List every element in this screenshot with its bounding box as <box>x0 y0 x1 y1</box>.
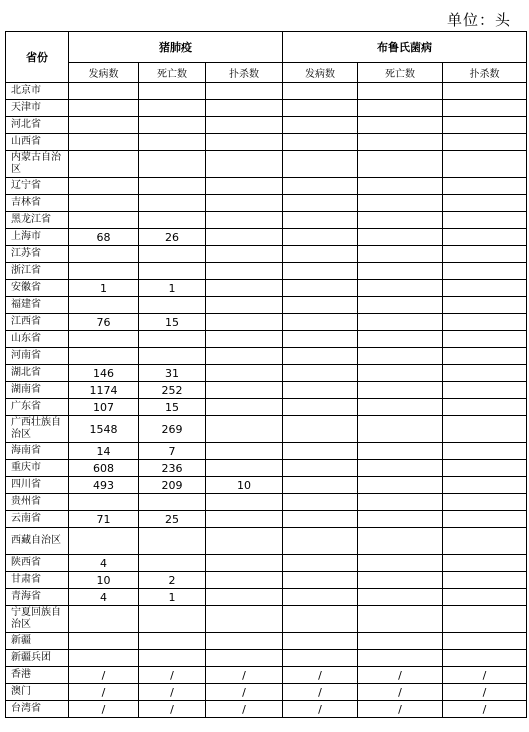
value-cell <box>206 297 283 314</box>
value-cell <box>358 348 443 365</box>
value-cell <box>206 263 283 280</box>
value-cell <box>358 416 443 443</box>
value-cell: 608 <box>69 460 139 477</box>
value-cell <box>69 348 139 365</box>
table-row <box>6 331 527 348</box>
value-cell <box>139 528 206 555</box>
subheader: 死亡数 <box>139 63 206 83</box>
value-cell: / <box>206 684 283 701</box>
value-cell: 146 <box>69 365 139 382</box>
value-cell: / <box>358 684 443 701</box>
value-cell <box>358 151 443 178</box>
value-cell <box>139 331 206 348</box>
value-cell <box>69 494 139 511</box>
table-row <box>6 117 527 134</box>
table-row <box>6 477 527 494</box>
value-cell <box>206 246 283 263</box>
value-cell <box>443 263 527 280</box>
value-cell: 269 <box>139 416 206 443</box>
subheader: 扑杀数 <box>206 63 283 83</box>
value-cell <box>358 83 443 100</box>
table-row <box>6 589 527 606</box>
value-cell: 4 <box>69 589 139 606</box>
value-cell <box>69 650 139 667</box>
province-name: 天津市 <box>6 100 69 117</box>
value-cell <box>206 348 283 365</box>
province-name: 湖南省 <box>6 382 69 399</box>
value-cell <box>358 212 443 229</box>
province-header: 省份 <box>6 32 69 83</box>
table-row <box>6 229 527 246</box>
value-cell <box>443 314 527 331</box>
value-cell <box>358 314 443 331</box>
value-cell <box>206 229 283 246</box>
province-name: 江苏省 <box>6 246 69 263</box>
value-cell <box>206 511 283 528</box>
value-cell <box>443 477 527 494</box>
value-cell: / <box>283 684 358 701</box>
table-row <box>6 606 527 633</box>
value-cell <box>358 528 443 555</box>
table-row <box>6 365 527 382</box>
value-cell: 252 <box>139 382 206 399</box>
subheader: 死亡数 <box>358 63 443 83</box>
table-row <box>6 572 527 589</box>
province-name: 河北省 <box>6 117 69 134</box>
value-cell: 10 <box>69 572 139 589</box>
value-cell <box>139 348 206 365</box>
value-cell <box>358 572 443 589</box>
value-cell <box>283 650 358 667</box>
value-cell <box>139 650 206 667</box>
value-cell <box>139 606 206 633</box>
value-cell <box>443 443 527 460</box>
value-cell <box>283 606 358 633</box>
table-row <box>6 263 527 280</box>
value-cell: / <box>139 701 206 718</box>
value-cell <box>69 528 139 555</box>
subheader: 发病数 <box>283 63 358 83</box>
group-header-swine-pasteurellosis: 猪肺疫 <box>69 32 283 63</box>
value-cell <box>206 633 283 650</box>
table-row <box>6 212 527 229</box>
value-cell <box>139 83 206 100</box>
table-row <box>6 195 527 212</box>
value-cell: 1 <box>139 589 206 606</box>
table-row <box>6 314 527 331</box>
value-cell: / <box>206 667 283 684</box>
value-cell <box>358 494 443 511</box>
value-cell <box>283 443 358 460</box>
value-cell <box>283 633 358 650</box>
value-cell <box>283 477 358 494</box>
value-cell <box>206 212 283 229</box>
value-cell <box>443 280 527 297</box>
value-cell <box>283 589 358 606</box>
value-cell <box>139 297 206 314</box>
value-cell: 26 <box>139 229 206 246</box>
value-cell: / <box>206 701 283 718</box>
value-cell <box>358 460 443 477</box>
province-name: 广西壮族自治区 <box>6 416 69 443</box>
province-name: 澳门 <box>6 684 69 701</box>
value-cell <box>69 212 139 229</box>
subheader: 扑杀数 <box>443 63 527 83</box>
value-cell <box>358 443 443 460</box>
value-cell <box>358 365 443 382</box>
value-cell <box>358 606 443 633</box>
value-cell <box>139 178 206 195</box>
value-cell <box>206 134 283 151</box>
value-cell <box>206 399 283 416</box>
value-cell <box>358 117 443 134</box>
value-cell: 1174 <box>69 382 139 399</box>
value-cell <box>443 494 527 511</box>
value-cell <box>139 100 206 117</box>
value-cell <box>443 416 527 443</box>
table-row <box>6 178 527 195</box>
table-row <box>6 684 527 701</box>
value-cell <box>443 212 527 229</box>
value-cell <box>139 263 206 280</box>
value-cell <box>139 555 206 572</box>
value-cell: / <box>358 701 443 718</box>
value-cell <box>283 460 358 477</box>
value-cell: 107 <box>69 399 139 416</box>
value-cell <box>358 331 443 348</box>
value-cell: 2 <box>139 572 206 589</box>
value-cell <box>206 528 283 555</box>
table-row <box>6 399 527 416</box>
table-row <box>6 494 527 511</box>
value-cell: 493 <box>69 477 139 494</box>
value-cell <box>443 117 527 134</box>
value-cell <box>206 606 283 633</box>
value-cell <box>443 134 527 151</box>
value-cell: 68 <box>69 229 139 246</box>
value-cell <box>139 633 206 650</box>
value-cell <box>358 297 443 314</box>
table-row <box>6 297 527 314</box>
table-row <box>6 511 527 528</box>
value-cell <box>69 100 139 117</box>
value-cell: / <box>139 667 206 684</box>
value-cell <box>283 416 358 443</box>
value-cell <box>283 365 358 382</box>
subheader: 发病数 <box>69 63 139 83</box>
value-cell <box>69 606 139 633</box>
value-cell <box>443 331 527 348</box>
value-cell <box>206 589 283 606</box>
value-cell: 14 <box>69 443 139 460</box>
value-cell <box>443 650 527 667</box>
province-name: 香港 <box>6 667 69 684</box>
value-cell <box>443 460 527 477</box>
value-cell: / <box>139 684 206 701</box>
value-cell <box>283 100 358 117</box>
value-cell <box>443 83 527 100</box>
value-cell <box>358 246 443 263</box>
province-name: 四川省 <box>6 477 69 494</box>
value-cell <box>69 151 139 178</box>
value-cell <box>443 572 527 589</box>
value-cell <box>206 382 283 399</box>
value-cell <box>283 83 358 100</box>
province-name: 新疆 <box>6 633 69 650</box>
value-cell <box>206 178 283 195</box>
value-cell: 10 <box>206 477 283 494</box>
value-cell <box>358 399 443 416</box>
value-cell <box>283 134 358 151</box>
value-cell: 25 <box>139 511 206 528</box>
value-cell: / <box>283 667 358 684</box>
value-cell <box>443 100 527 117</box>
value-cell <box>206 460 283 477</box>
value-cell <box>283 212 358 229</box>
table-row <box>6 151 527 178</box>
province-name: 北京市 <box>6 83 69 100</box>
value-cell <box>69 297 139 314</box>
table-row <box>6 382 527 399</box>
value-cell <box>69 633 139 650</box>
value-cell: 15 <box>139 314 206 331</box>
value-cell <box>358 477 443 494</box>
value-cell <box>358 589 443 606</box>
value-cell <box>443 195 527 212</box>
value-cell <box>443 633 527 650</box>
province-name: 台湾省 <box>6 701 69 718</box>
value-cell <box>283 246 358 263</box>
value-cell: / <box>443 701 527 718</box>
province-name: 浙江省 <box>6 263 69 280</box>
value-cell <box>206 151 283 178</box>
value-cell <box>206 494 283 511</box>
province-name: 山东省 <box>6 331 69 348</box>
value-cell <box>358 263 443 280</box>
value-cell <box>443 399 527 416</box>
value-cell <box>206 331 283 348</box>
value-cell <box>206 83 283 100</box>
value-cell: 7 <box>139 443 206 460</box>
value-cell <box>283 399 358 416</box>
value-cell <box>358 382 443 399</box>
table-row <box>6 348 527 365</box>
value-cell: 76 <box>69 314 139 331</box>
value-cell <box>139 195 206 212</box>
province-name: 上海市 <box>6 229 69 246</box>
value-cell <box>206 195 283 212</box>
province-name: 海南省 <box>6 443 69 460</box>
value-cell: 15 <box>139 399 206 416</box>
value-cell <box>139 246 206 263</box>
value-cell <box>443 348 527 365</box>
value-cell: 1 <box>69 280 139 297</box>
value-cell <box>283 494 358 511</box>
province-name: 辽宁省 <box>6 178 69 195</box>
value-cell <box>69 134 139 151</box>
value-cell: / <box>358 667 443 684</box>
value-cell: / <box>69 667 139 684</box>
value-cell <box>283 178 358 195</box>
province-name: 重庆市 <box>6 460 69 477</box>
table-row <box>6 667 527 684</box>
value-cell <box>443 589 527 606</box>
value-cell <box>139 494 206 511</box>
value-cell <box>358 650 443 667</box>
value-cell <box>69 83 139 100</box>
province-name: 广东省 <box>6 399 69 416</box>
value-cell <box>283 263 358 280</box>
value-cell <box>206 100 283 117</box>
value-cell <box>443 382 527 399</box>
table-row <box>6 416 527 443</box>
value-cell <box>358 195 443 212</box>
value-cell <box>358 100 443 117</box>
table-row <box>6 701 527 718</box>
province-name: 江西省 <box>6 314 69 331</box>
value-cell <box>443 511 527 528</box>
province-name: 黑龙江省 <box>6 212 69 229</box>
value-cell <box>69 263 139 280</box>
value-cell <box>443 151 527 178</box>
value-cell: / <box>283 701 358 718</box>
value-cell <box>443 606 527 633</box>
value-cell <box>358 633 443 650</box>
disease-table <box>5 31 527 718</box>
value-cell <box>206 314 283 331</box>
province-name: 内蒙古自治区 <box>6 151 69 178</box>
value-cell: / <box>69 701 139 718</box>
value-cell <box>358 178 443 195</box>
table-row <box>6 134 527 151</box>
value-cell <box>443 365 527 382</box>
value-cell <box>206 365 283 382</box>
value-cell <box>443 297 527 314</box>
province-name: 宁夏回族自治区 <box>6 606 69 633</box>
table-row <box>6 555 527 572</box>
value-cell: / <box>69 684 139 701</box>
value-cell <box>206 650 283 667</box>
value-cell: 31 <box>139 365 206 382</box>
value-cell <box>69 117 139 134</box>
value-cell <box>358 280 443 297</box>
value-cell <box>283 229 358 246</box>
table-row <box>6 650 527 667</box>
value-cell <box>69 195 139 212</box>
province-name: 贵州省 <box>6 494 69 511</box>
group-header-brucellosis: 布鲁氏菌病 <box>283 32 527 63</box>
value-cell: 1 <box>139 280 206 297</box>
value-cell <box>206 443 283 460</box>
province-name: 云南省 <box>6 511 69 528</box>
value-cell <box>443 178 527 195</box>
value-cell <box>283 382 358 399</box>
province-name: 湖北省 <box>6 365 69 382</box>
value-cell <box>283 297 358 314</box>
value-cell <box>283 331 358 348</box>
value-cell: 4 <box>69 555 139 572</box>
province-name: 吉林省 <box>6 195 69 212</box>
value-cell <box>69 178 139 195</box>
table-row <box>6 528 527 555</box>
value-cell: 71 <box>69 511 139 528</box>
value-cell <box>283 511 358 528</box>
value-cell <box>283 151 358 178</box>
value-cell <box>283 555 358 572</box>
province-name: 陕西省 <box>6 555 69 572</box>
unit-label: 单位：头 <box>446 11 511 29</box>
value-cell <box>283 572 358 589</box>
value-cell <box>139 134 206 151</box>
value-cell <box>206 117 283 134</box>
table-row <box>6 280 527 297</box>
value-cell <box>206 555 283 572</box>
province-name: 甘肃省 <box>6 572 69 589</box>
value-cell: / <box>443 667 527 684</box>
value-cell <box>139 212 206 229</box>
value-cell: 209 <box>139 477 206 494</box>
value-cell <box>206 572 283 589</box>
province-name: 山西省 <box>6 134 69 151</box>
value-cell <box>139 151 206 178</box>
value-cell <box>283 280 358 297</box>
value-cell: / <box>443 684 527 701</box>
table-row <box>6 100 527 117</box>
value-cell <box>206 280 283 297</box>
table-row <box>6 246 527 263</box>
table-row <box>6 460 527 477</box>
value-cell <box>358 229 443 246</box>
value-cell <box>443 229 527 246</box>
value-cell <box>283 314 358 331</box>
value-cell <box>443 246 527 263</box>
province-name: 西藏自治区 <box>6 528 69 555</box>
value-cell <box>358 555 443 572</box>
province-name: 新疆兵团 <box>6 650 69 667</box>
value-cell <box>283 195 358 212</box>
table-row <box>6 633 527 650</box>
value-cell <box>69 246 139 263</box>
value-cell <box>358 511 443 528</box>
value-cell <box>443 555 527 572</box>
value-cell <box>283 348 358 365</box>
province-name: 河南省 <box>6 348 69 365</box>
table-row <box>6 443 527 460</box>
value-cell <box>206 416 283 443</box>
value-cell <box>283 117 358 134</box>
value-cell <box>69 331 139 348</box>
value-cell <box>139 117 206 134</box>
table-body <box>6 83 527 718</box>
province-name: 安徽省 <box>6 280 69 297</box>
value-cell <box>358 134 443 151</box>
table-row <box>6 83 527 100</box>
province-name: 青海省 <box>6 589 69 606</box>
value-cell <box>443 528 527 555</box>
value-cell <box>283 528 358 555</box>
value-cell: 236 <box>139 460 206 477</box>
value-cell: 1548 <box>69 416 139 443</box>
province-name: 福建省 <box>6 297 69 314</box>
